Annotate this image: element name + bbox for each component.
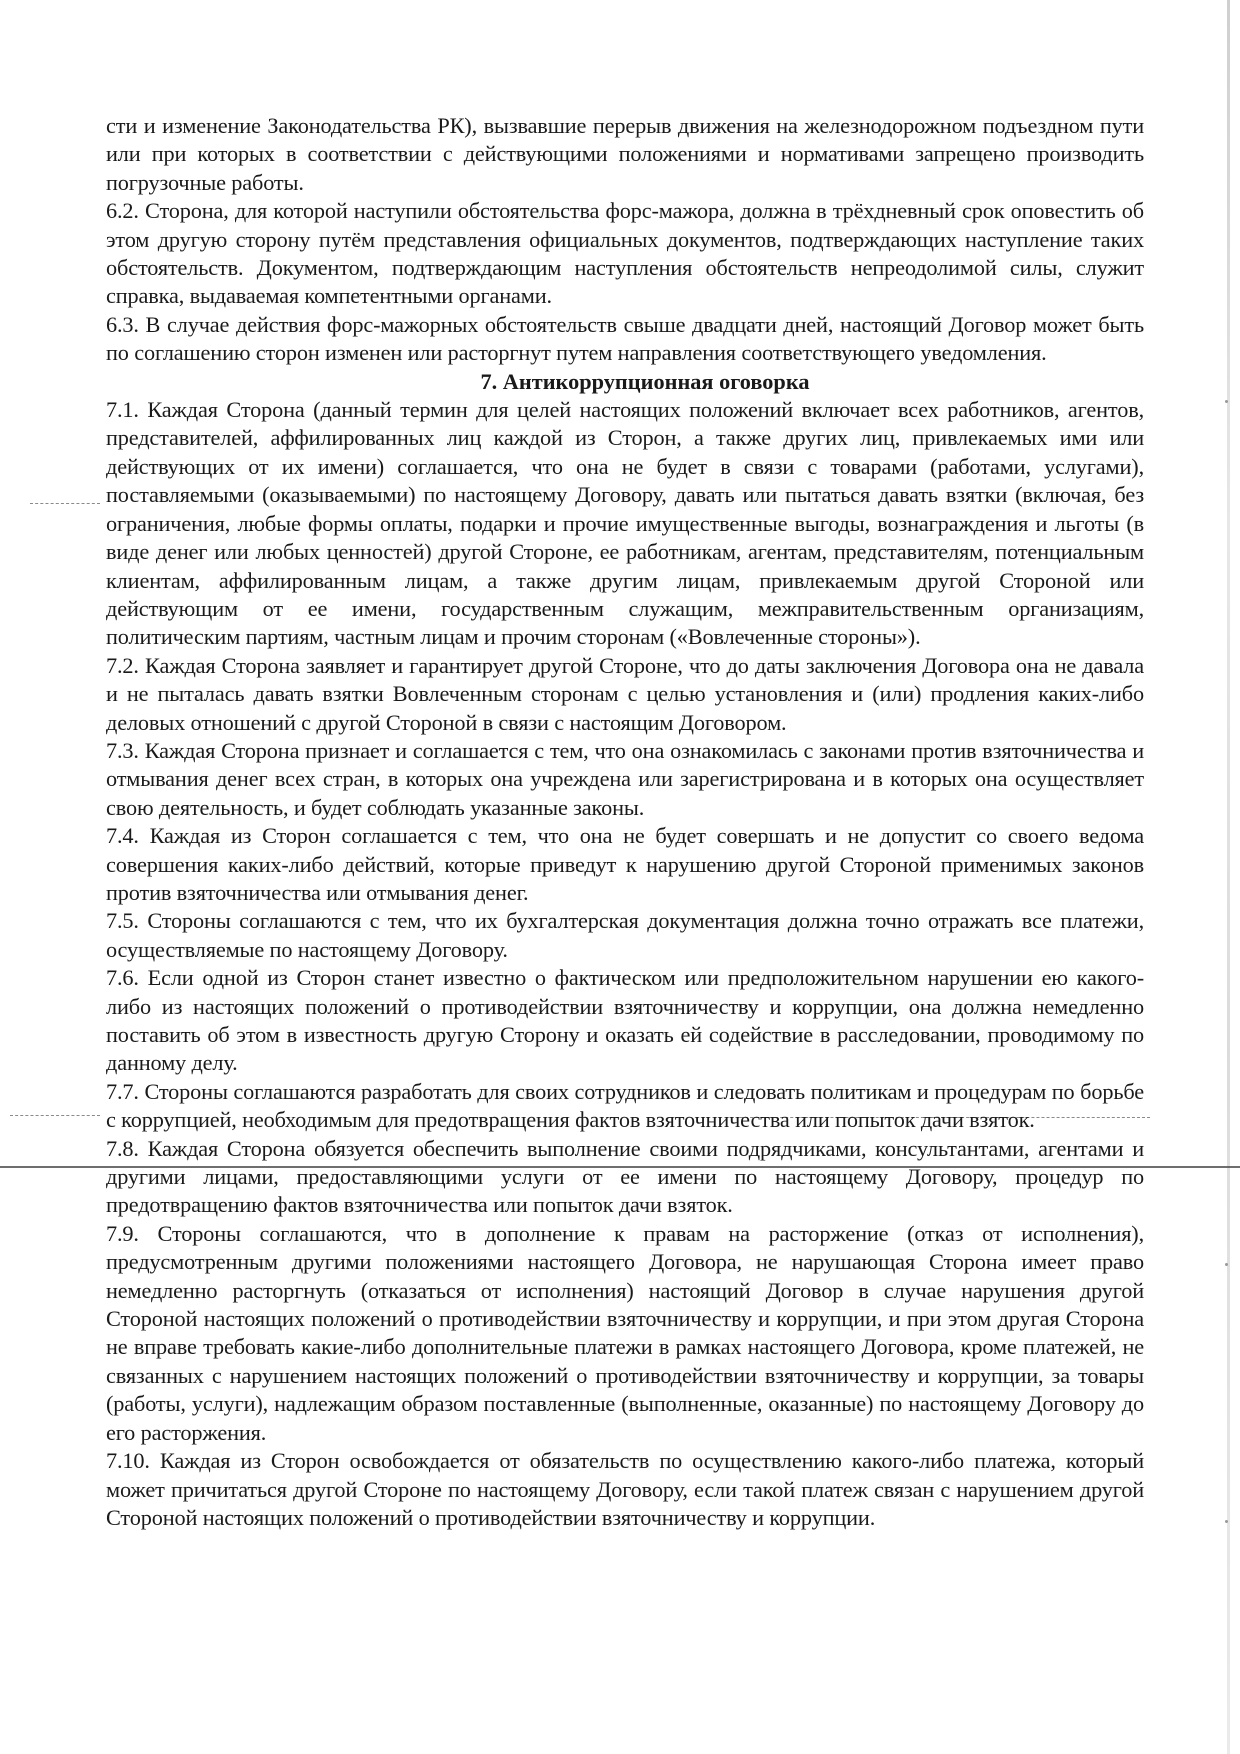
paragraph-6-2: 6.2. Сторона, для которой наступили обстоятельства форс-мажора, должна в трёхдневный срок оповестить об этом другую сторону путём представления официальных документов, подтверждающих наступление таких обстоятельств. Документом, подтверждающим наступления обстоятельств непреодолимой силы, служит справка, выдаваемая компетентными органами.	[106, 198, 1144, 309]
scan-dash-artifact	[30, 503, 100, 504]
paragraph-7-4: 7.4. Каждая из Сторон соглашается с тем, что она не будет совершать и не допустит со своего ведома совершения каких-либо действий, которые приведут к нарушению другой Стороной применимых законов против взяточничества или отмывания денег.	[106, 823, 1144, 905]
paragraph-7-1: 7.1. Каждая Сторона (данный термин для целей настоящих положений включает всех работников, агентов, представителей, аффилированных лиц каждой из Сторон, а также других лиц, привлекаемых ими или действующих от их имени) соглашается, что она не будет в связи с товарами (работами, услугами), поставляемыми (оказываемыми) по настоящему Договору, давать или пытаться давать взятки (включая, без ограничения, любые формы оплаты, подарки и прочие имущественные выгоды, вознаграждения и льготы (в виде денег или любых ценностей) другой Стороне, ее работникам, агентам, представителям, потенциальным клиентам, аффилированным лицам, а также другим лицам, привлекаемым другой Стороной или действующим от ее имени, государственным служащим, межправительственным организациям, политическим партиям, частным лицам и прочим сторонам («Вовлеченные стороны»).	[106, 397, 1144, 650]
paragraph-6-3: 6.3. В случае действия форс-мажорных обстоятельств свыше двадцати дней, настоящий Договор может быть по соглашению сторон изменен или расторгнут путем направления соответствующего уведомления.	[106, 311, 1144, 366]
paragraph-7-9: 7.9. Стороны соглашаются, что в дополнение к правам на расторжение (отказ от исполнения), предусмотренным другими положениями настоящего Договора, не нарушающая Сторона имеет право немедленно расторгнуть (отказаться от исполнения) настоящий Договор в случае нарушения другой Стороной настоящих положений о противодействии взяточничеству и коррупции, и при этом другая Сторона не вправе требовать какие-либо дополнительные платежи в рамках настоящего Договора, кроме платежей, не связанных с нарушением настоящих положений о противодействии взяточничеству и коррупции, за товары (работы, услуги), надлежащим образом поставленные (выполненные, оказанные) по настоящему Договору до его расторжения.	[106, 1220, 1144, 1445]
document-page	[106, 112, 1144, 1532]
paragraph-7-5: 7.5. Стороны соглашаются с тем, что их бухгалтерская документация должна точно отражать все платежи, осуществляемые по настоящему Договору.	[106, 908, 1144, 962]
scan-dash-artifact	[10, 1115, 100, 1116]
paragraph-7-3: 7.3. Каждая Сторона признает и соглашается с тем, что она ознакомилась с законами против взяточничества и отмывания денег всех стран, в которых она учреждена или зарегистрирована и в которых она осуществляет свою деятельность, и будет соблюдать указанные законы.	[106, 737, 1144, 820]
paragraph-7-7: 7.7. Стороны соглашаются разработать для своих сотрудников и следовать политикам и процедурам по борьбе с коррупцией, необходимым для предотвращения фактов взяточничества или попыток дачи взяток.	[106, 1078, 1144, 1133]
scan-dot-artifact	[1225, 1520, 1228, 1523]
scan-dot-artifact	[1225, 1263, 1228, 1266]
paragraph-7-10: 7.10. Каждая из Сторон освобождается от обязательств по осуществлению какого-либо платежа, который может причитаться другой Стороне по настоящему Договору, если такой платеж связан с нарушением другой Стороной настоящих положений о противодействии взяточничеству и коррупции.	[106, 1448, 1144, 1530]
scan-edge-artifact	[1227, 0, 1230, 1754]
paragraph-7-8: 7.8. Каждая Сторона обязуется обеспечить выполнение своими подрядчиками, консультантами, агентами и другими лицами, предоставляющими услуги от ее имени по настоящему Договору, процедур по предотвращению фактов взяточничества или попыток дачи взяток.	[106, 1135, 1144, 1218]
section-title: 7. Антикоррупционная оговорка	[480, 368, 810, 394]
paragraph-7-6: 7.6. Если одной из Сторон станет известно о фактическом или предположительном нарушении ею какого-либо из настоящих положений о противодействии взяточничеству и коррупции, она должна немедленно поставить об этом в известность другую Сторону и оказать ей содействие в расследовании, проводимому по данному делу.	[106, 965, 1144, 1076]
scan-dot-artifact	[1225, 400, 1228, 403]
paragraph-7-2: 7.2. Каждая Сторона заявляет и гарантирует другой Стороне, что до даты заключения Договора она не давала и не пыталась давать взятки Вовлеченным сторонам с целью установления и (или) продления каких-либо деловых отношений с другой Стороной в связи с настоящим Договором.	[106, 652, 1144, 735]
paragraph-6-1-continuation: сти и изменение Законодательства РК), вызвавшие перерыв движения на железнодорожном подъездном пути или при которых в соответствии с действующими положениями и нормативами запрещено производить погрузочные работы.	[106, 113, 1144, 195]
